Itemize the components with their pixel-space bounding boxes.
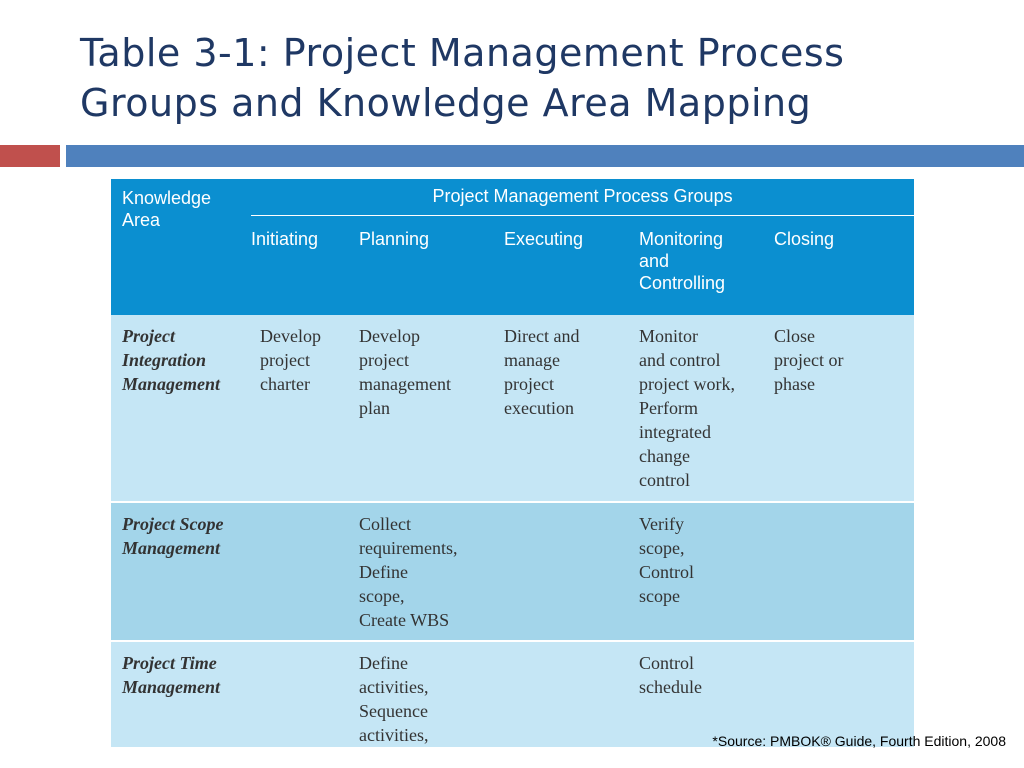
cell-line: Close <box>774 325 816 346</box>
cell-line: change <box>639 445 690 466</box>
source-citation: *Source: PMBOK® Guide, Fourth Edition, 2008 <box>712 733 1006 749</box>
header-text: Knowledge <box>122 188 212 208</box>
cell-line: activities, <box>359 676 429 697</box>
cell-line: Sequence <box>359 700 428 721</box>
cell-monitoring <box>633 641 768 748</box>
cell-line: Develop <box>359 325 420 346</box>
cell-executing <box>498 641 633 748</box>
accent-bar-red <box>0 145 60 167</box>
header-text: Monitoring <box>639 228 724 249</box>
cell-closing <box>768 315 914 502</box>
cell-line: Management <box>122 373 221 394</box>
accent-bar-blue <box>66 145 1024 167</box>
slide-title-line: Groups and Knowledge Area Mapping <box>80 81 812 125</box>
cell-initiating <box>251 315 353 502</box>
table-header-row <box>111 179 914 215</box>
cell-line: management <box>359 373 451 394</box>
table-row-scope <box>111 502 914 641</box>
cell-line: project <box>359 349 409 370</box>
table-row-time <box>111 641 914 748</box>
cell-line: execution <box>504 397 574 418</box>
cell-line: scope <box>639 585 680 606</box>
cell-line: Create WBS <box>359 609 450 630</box>
cell-knowledge-area <box>111 315 251 502</box>
cell-initiating <box>251 502 353 641</box>
cell-closing <box>768 502 914 641</box>
cell-line: project <box>504 373 554 394</box>
cell-line: and control <box>639 349 721 370</box>
cell-line: Project Time <box>122 652 217 673</box>
cell-line: scope, <box>359 585 405 606</box>
header-knowledge-area <box>111 179 251 315</box>
cell-line: Perform <box>639 397 698 418</box>
cell-line: Develop <box>260 325 321 346</box>
cell-knowledge-area <box>111 502 251 641</box>
cell-planning <box>353 502 498 641</box>
header-text: Area <box>122 210 161 230</box>
cell-line: activities, <box>359 724 429 745</box>
cell-executing <box>498 502 633 641</box>
cell-line: Project <box>122 325 175 346</box>
cell-line: Integration <box>122 349 207 370</box>
cell-knowledge-area <box>111 641 251 748</box>
process-mapping-table <box>111 179 914 747</box>
cell-monitoring <box>633 502 768 641</box>
cell-line: project <box>260 349 310 370</box>
cell-line: Management <box>122 676 221 697</box>
cell-line: project work, <box>639 373 735 394</box>
cell-line: project or <box>774 349 844 370</box>
cell-line: Control <box>639 561 695 582</box>
cell-line: schedule <box>639 676 702 697</box>
cell-line: manage <box>504 349 560 370</box>
header-monitoring-controlling <box>633 215 768 315</box>
cell-monitoring <box>633 315 768 502</box>
cell-planning <box>353 315 498 502</box>
header-closing: Closing <box>768 215 914 315</box>
slide-title <box>80 28 980 128</box>
cell-initiating <box>251 641 353 748</box>
cell-line: scope, <box>639 537 685 558</box>
cell-line: integrated <box>639 421 711 442</box>
header-process-groups: Project Management Process Groups <box>251 179 914 215</box>
cell-line: Project Scope <box>122 513 224 534</box>
cell-planning <box>353 641 498 748</box>
cell-closing <box>768 641 914 748</box>
cell-executing <box>498 315 633 502</box>
cell-line: plan <box>359 397 390 418</box>
cell-line: phase <box>774 373 815 394</box>
cell-line: Direct and <box>504 325 580 346</box>
header-text: Controlling <box>639 272 726 293</box>
slide-title-line: Table 3-1: Project Management Process <box>80 31 845 75</box>
cell-line: requirements, <box>359 537 458 558</box>
cell-line: Verify <box>639 513 684 534</box>
cell-line: Collect <box>359 513 411 534</box>
header-executing: Executing <box>498 215 633 315</box>
header-text: and <box>639 250 670 271</box>
header-planning: Planning <box>353 215 498 315</box>
cell-line: Define <box>359 561 408 582</box>
cell-line: Management <box>122 537 221 558</box>
cell-line: Control <box>639 652 695 673</box>
process-mapping-table-container <box>111 179 914 747</box>
cell-line: Monitor <box>639 325 699 346</box>
cell-line: control <box>639 469 690 490</box>
table-row-integration <box>111 315 914 502</box>
header-initiating: Initiating <box>251 215 353 315</box>
cell-line: charter <box>260 373 310 394</box>
cell-line: Define <box>359 652 408 673</box>
